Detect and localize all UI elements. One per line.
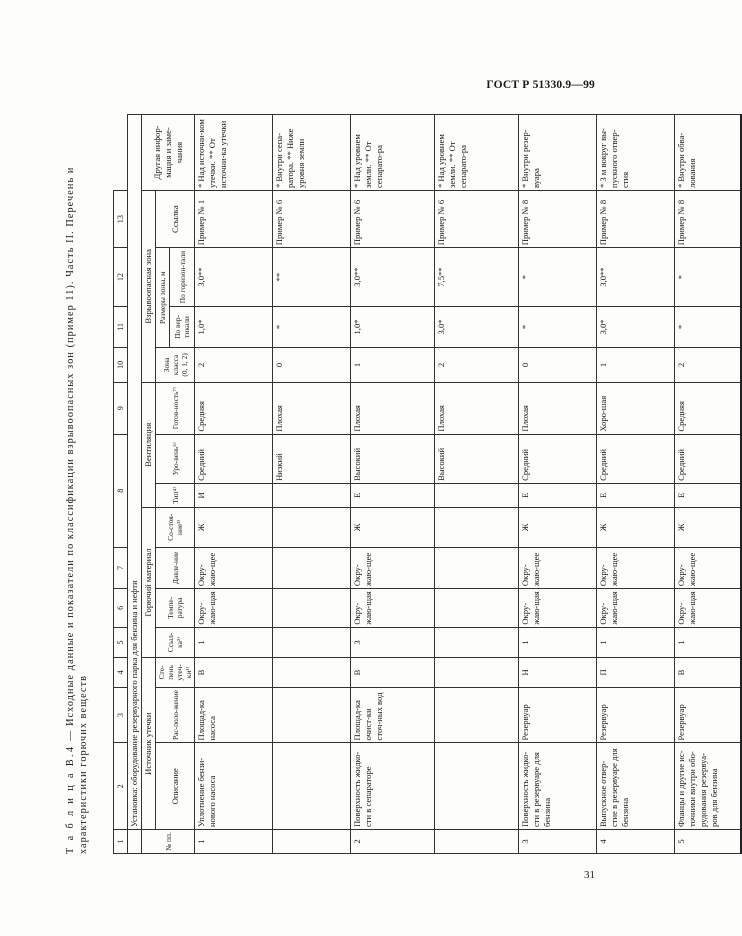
cell-state: Ж <box>597 507 675 547</box>
cell-pressure: Окру-жаю-щее <box>351 547 435 588</box>
standard-header: ГОСТ Р 51330.9—99 <box>486 79 595 91</box>
cell-location <box>435 687 519 743</box>
cell-horizontal: 3,0** <box>195 248 273 307</box>
cell-gm-link <box>273 627 351 658</box>
cell-gm-link: 1 <box>519 627 597 658</box>
cell-vertical: 1,0* <box>195 306 273 347</box>
header-state: Со-стоя-ние³⁾ <box>156 507 195 547</box>
header-zone-class: Зона класса (0, 1, 2) <box>156 348 195 383</box>
cell-description: Уплотнение бензи-нового насоса <box>195 743 273 830</box>
cell-level: Низкий <box>273 434 351 483</box>
subtitle-row <box>128 115 142 854</box>
cell-no: 3 <box>519 830 597 854</box>
cell-location: Резервуар <box>519 687 597 743</box>
cell-location: Площад-ка очист-ки сточ-ных вод <box>351 687 435 743</box>
cell-type: Е <box>597 483 675 507</box>
header-row <box>156 115 170 854</box>
cell-state <box>273 507 351 547</box>
cell-temperature <box>435 589 519 628</box>
table-label: Т а б л и ц а В.4 <box>65 744 76 854</box>
column-number: 13 <box>114 191 128 248</box>
cell-state <box>435 507 519 547</box>
cell-gm-link <box>435 627 519 658</box>
cell-description <box>273 743 351 830</box>
cell-level: Средний <box>519 434 597 483</box>
column-number: 2 <box>114 743 128 830</box>
header-vertical: По вер-тикали <box>170 306 195 347</box>
cell-reference: Пример № 8 <box>519 191 597 248</box>
cell-reference: Пример № 8 <box>597 191 675 248</box>
cell-reference: Пример № 1 <box>195 191 273 248</box>
header-no: № пп. <box>142 830 195 854</box>
table-subtitle: Установка: оборудование резервуарного парка для бензина и нефти <box>128 115 142 830</box>
cell-description: Поверхность жидко-сти в резервуаре для бензина <box>519 743 597 830</box>
cell-type: Е <box>519 483 597 507</box>
group-header-row <box>142 115 156 854</box>
cell-zone-class: 0 <box>273 348 351 383</box>
cell-description: Фланцы и другие ис-точники внутри обо-рудования резервуа-ров для бензина <box>675 743 741 830</box>
header-zone-group: Взрывоопасная зона <box>142 191 156 383</box>
cell-gm-link: 1 <box>597 627 675 658</box>
cell-horizontal: * <box>675 248 741 307</box>
cell-no: 2 <box>351 830 435 854</box>
cell-degree: В <box>675 658 741 687</box>
cell-no: 4 <box>597 830 675 854</box>
table-row <box>435 115 519 854</box>
cell-no: 1 <box>195 830 273 854</box>
cell-location: Резервуар <box>597 687 675 743</box>
cell-temperature: Окру-жаю-щая <box>195 589 273 628</box>
cell-zone-class: 2 <box>675 348 741 383</box>
hazard-zone-table <box>113 114 742 854</box>
cell-other: * Внутри резер-вуара <box>519 115 597 191</box>
cell-other: * Над уровнем земли. ** От сепарато-ра <box>351 115 435 191</box>
cell-no: 5 <box>675 830 741 854</box>
column-number: 11 <box>114 306 128 347</box>
cell-no <box>273 830 351 854</box>
cell-pressure: Окру-жаю-щее <box>597 547 675 588</box>
table-row <box>195 115 273 854</box>
header-type: Тип⁴⁾ <box>156 483 195 507</box>
cell-degree <box>435 658 519 687</box>
cell-type: И <box>195 483 273 507</box>
cell-horizontal: 7,5** <box>435 248 519 307</box>
header-availability: Готов-ность⁷⁾ <box>156 382 195 434</box>
column-number: 10 <box>114 348 128 383</box>
cell-state: Ж <box>519 507 597 547</box>
cell-state: Ж <box>351 507 435 547</box>
cell-vertical: 3,0* <box>597 306 675 347</box>
column-number: 1 <box>114 830 128 854</box>
cell-state: Ж <box>675 507 741 547</box>
cell-reference: Пример № 6 <box>273 191 351 248</box>
cell-location: Площад-ка насоса <box>195 687 273 743</box>
cell-level: Средний <box>675 434 741 483</box>
cell-pressure <box>435 547 519 588</box>
cell-availability: Плохая <box>519 382 597 434</box>
header-pressure: Давле-ние <box>156 547 195 588</box>
column-number: 5 <box>114 627 128 658</box>
cell-reference: Пример № 6 <box>351 191 435 248</box>
cell-horizontal: * <box>519 248 597 307</box>
cell-state: Ж <box>195 507 273 547</box>
cell-vertical: 1,0* <box>351 306 435 347</box>
table-caption <box>65 114 90 854</box>
cell-gm-link: 1 <box>195 627 273 658</box>
cell-temperature <box>273 589 351 628</box>
cell-availability: Хоро-шая <box>597 382 675 434</box>
cell-zone-class: 1 <box>351 348 435 383</box>
header-vent-group: Вентиляция <box>142 382 156 507</box>
header-degree: Сте-пень утеч-ки¹⁾ <box>156 658 195 687</box>
cell-gm-link: 1 <box>675 627 741 658</box>
table-title: — Исходные данные и показатели по классификации взрывоопасных зон (пример 11). Часть II. Перечень и характеристики горючих веществ <box>65 166 89 854</box>
cell-description: Поверхность жидко-сти в сепараторе <box>351 743 435 830</box>
column-number: 8 <box>114 434 128 547</box>
cell-level: Высокий <box>435 434 519 483</box>
cell-availability: Плохая <box>435 382 519 434</box>
table-row <box>597 115 675 854</box>
cell-zone-class: 2 <box>195 348 273 383</box>
cell-vertical: * <box>273 306 351 347</box>
cell-degree <box>273 658 351 687</box>
cell-zone-class: 2 <box>435 348 519 383</box>
cell-temperature: Окру-жаю-щая <box>597 589 675 628</box>
table-row <box>519 115 597 854</box>
cell-temperature: Окру-жаю-щая <box>351 589 435 628</box>
header-sizes: Размеры зоны, м <box>156 248 170 348</box>
table-row <box>351 115 435 854</box>
column-number: 12 <box>114 248 128 307</box>
cell-zone-class: 0 <box>519 348 597 383</box>
page-number: 31 <box>584 869 595 881</box>
header-location: Рас-поло-жение <box>156 687 195 743</box>
cell-degree: П <box>597 658 675 687</box>
cell-no <box>435 830 519 854</box>
cell-pressure: Окру-жаю-щее <box>519 547 597 588</box>
cell-vertical: * <box>519 306 597 347</box>
column-number: 4 <box>114 658 128 687</box>
cell-level: Высокий <box>351 434 435 483</box>
cell-other: * Внутри обва-лования <box>675 115 741 191</box>
cell-availability: Средняя <box>195 382 273 434</box>
cell-horizontal: 3,0** <box>351 248 435 307</box>
cell-type: Е <box>675 483 741 507</box>
cell-type <box>435 483 519 507</box>
cell-other: * Над уровнем земли. ** От сепарато-ра <box>435 115 519 191</box>
cell-description <box>435 743 519 830</box>
header-gm-link: Ссыл-ка²⁾ <box>156 627 195 658</box>
cell-degree: В <box>195 658 273 687</box>
cell-reference: Пример № 6 <box>435 191 519 248</box>
cell-level: Средний <box>195 434 273 483</box>
cell-location <box>273 687 351 743</box>
header-horizontal: По горизон-тали <box>170 248 195 307</box>
header-reference: Ссылка <box>156 191 195 248</box>
cell-vertical: * <box>675 306 741 347</box>
cell-vertical: 3,0* <box>435 306 519 347</box>
table-row <box>675 115 741 854</box>
cell-availability: Плохая <box>351 382 435 434</box>
header-source-group: Источник утечки <box>142 658 156 830</box>
table-row <box>273 115 351 854</box>
cell-pressure: Окру-жаю-щее <box>675 547 741 588</box>
table-body <box>195 115 741 854</box>
cell-degree: Н <box>519 658 597 687</box>
column-number: 6 <box>114 589 128 628</box>
cell-description: Выпускное отвер-стие в резервуаре для бензина <box>597 743 675 830</box>
column-number: 7 <box>114 547 128 588</box>
cell-zone-class: 1 <box>597 348 675 383</box>
column-number: 3 <box>114 687 128 743</box>
cell-horizontal: 3,0** <box>597 248 675 307</box>
column-number: 9 <box>114 382 128 434</box>
cell-type: Е <box>351 483 435 507</box>
cell-other: * Над источни-ком утечки. ** От источни-ка утечки <box>195 115 273 191</box>
cell-pressure <box>273 547 351 588</box>
column-number-row <box>114 115 128 854</box>
header-gm-group: Горючий материал <box>142 507 156 657</box>
cell-level: Средний <box>597 434 675 483</box>
cell-pressure: Окру-жаю-щее <box>195 547 273 588</box>
cell-other: * Внутри сепа-ратора. ** Ниже уровня земли <box>273 115 351 191</box>
header-temperature: Темпе-ратура <box>156 589 195 628</box>
cell-temperature: Окру-жаю-щая <box>519 589 597 628</box>
cell-other: * 3 м вокруг вы-пускного отвер-стия <box>597 115 675 191</box>
cell-temperature: Окру-жаю-щая <box>675 589 741 628</box>
header-level: Уро-вень⁵⁾ <box>156 434 195 483</box>
header-description: Описание <box>156 743 195 830</box>
cell-type <box>273 483 351 507</box>
header-other: Другая инфор-мация и заме-чания <box>142 115 195 191</box>
cell-gm-link: 3 <box>351 627 435 658</box>
cell-location: Резервуар <box>675 687 741 743</box>
cell-reference: Пример № 8 <box>675 191 741 248</box>
cell-availability: Средняя <box>675 382 741 434</box>
cell-availability: Плохая <box>273 382 351 434</box>
cell-degree: В <box>351 658 435 687</box>
rotated-table-page <box>65 114 719 854</box>
cell-horizontal: ** <box>273 248 351 307</box>
